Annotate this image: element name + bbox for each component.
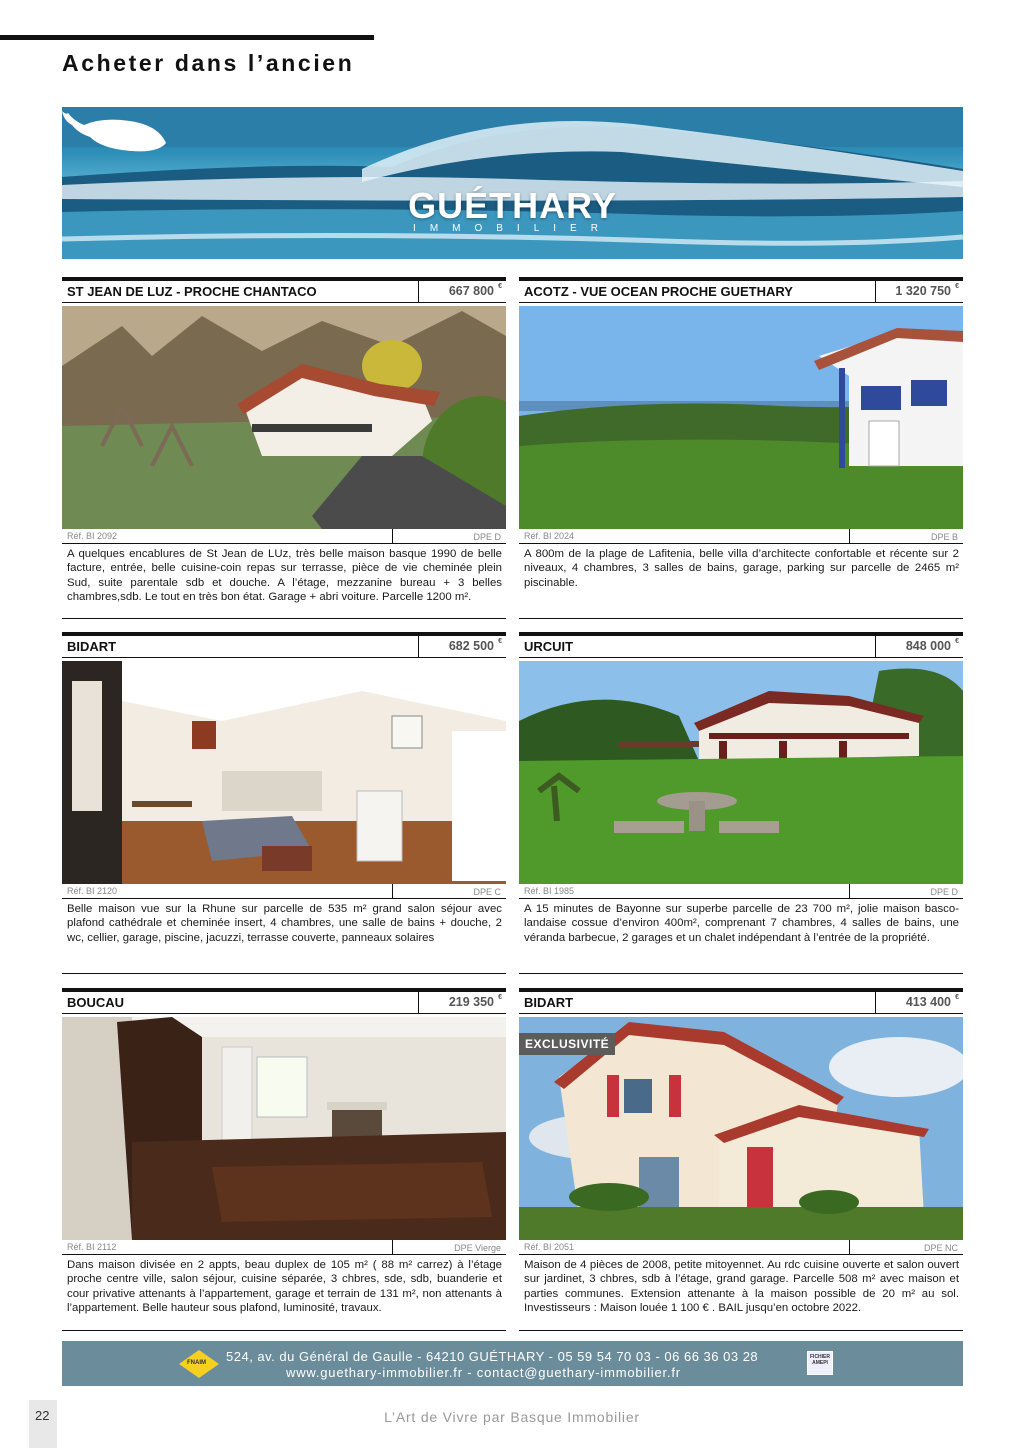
- reference-row: [519, 884, 963, 899]
- dpe-box: [849, 884, 963, 899]
- property-listing: [62, 277, 506, 604]
- amepi-logo: [807, 1351, 833, 1375]
- listing-divider: [519, 618, 963, 619]
- listing-divider: [519, 1330, 963, 1331]
- currency-symbol: €: [498, 994, 502, 1001]
- listing-reference: Réf. BI 1985: [524, 886, 575, 896]
- listing-price: 848 000: [905, 639, 951, 653]
- property-listing: [62, 632, 506, 945]
- listing-divider: [519, 973, 963, 974]
- property-photo[interactable]: [519, 661, 963, 884]
- listing-header: [519, 988, 963, 1014]
- agency-address-phone: 524, av. du Général de Gaulle - 64210 GUÉTHARY - 05 59 54 70 03 - 06 66 36 03 28: [226, 1349, 759, 1364]
- listing-reference: Réf. BI 2112: [67, 1242, 117, 1252]
- reference-row: [62, 1240, 506, 1255]
- listing-location: ST JEAN DE LUZ - PROCHE CHANTACO: [67, 284, 317, 299]
- price-box: [875, 636, 963, 657]
- reference-row: [519, 1240, 963, 1255]
- property-photo[interactable]: [62, 1017, 506, 1240]
- listing-location: ACOTZ - VUE OCEAN PROCHE GUETHARY: [524, 284, 793, 299]
- listing-header: [519, 277, 963, 303]
- listing-description: A 15 minutes de Bayonne sur superbe parcelle de 23 700 m², jolie maison basco-landaise cossue d’environ 400m², comprenant 7 chambres, 4 salles de bains, une véranda barbecue, 2 garages et un chalet indépendant à l’entrée de la propriété.: [524, 903, 959, 944]
- listing-location: URCUIT: [524, 639, 574, 654]
- dpe-box: [392, 529, 506, 544]
- listing-reference: Réf. BI 2051: [524, 1242, 575, 1252]
- listing-divider: [62, 973, 506, 974]
- energy-rating: DPE B: [930, 532, 958, 542]
- listing-price: 667 800: [448, 284, 494, 298]
- dpe-box: [849, 529, 963, 544]
- listing-reference: Réf. BI 2024: [524, 531, 575, 541]
- wave-illustration: [62, 107, 963, 259]
- property-listing: [519, 988, 963, 1315]
- page-tagline: L’Art de Vivre par Basque Immobilier: [384, 1409, 640, 1425]
- currency-symbol: €: [498, 283, 502, 290]
- property-photo[interactable]: [519, 306, 963, 529]
- dpe-box: [392, 884, 506, 899]
- section-title: Acheter dans l’ancien: [62, 50, 355, 76]
- energy-rating: DPE NC: [923, 1243, 958, 1253]
- fnaim-logo-label: FNAIM: [187, 1360, 206, 1366]
- agency-web-email[interactable]: www.guethary-immobilier.fr - contact@guethary-immobilier.fr: [286, 1365, 681, 1380]
- listing-description: Maison de 4 pièces de 2008, petite mitoyennet. Au rdc cuisine ouverte et salon ouvert sur jardinet, 3 chbres, sdb à l’étage, grand garage. Parcelle 508 m² avec maison et parties communes. Extension attenante à la maison possible de 20 m² au sol. Investisseurs : Maison louée 1 100 € . BAIL jusqu’en octobre 2022.: [524, 1259, 959, 1314]
- listing-location: BIDART: [524, 995, 574, 1010]
- price-box: [875, 281, 963, 302]
- listing-header: [519, 632, 963, 658]
- property-photo[interactable]: [62, 306, 506, 529]
- property-listing: [519, 632, 963, 945]
- currency-symbol: €: [955, 994, 959, 1001]
- exclusivity-badge: EXCLUSIVITÉ: [519, 1033, 615, 1055]
- listing-description: Dans maison divisée en 2 appts, beau duplex de 105 m² ( 88 m² carrez) à l’étage proche centre ville, salon séjour, cuisine séparée, 3 chbres, sde, sdb, buanderie et cour privative attenants à l’appartement, garage et terrain de 131 m², non attenants à l’appartement. Belle hauteur sous plafond, luminosité, travaux.: [67, 1259, 502, 1314]
- currency-symbol: €: [498, 638, 502, 645]
- energy-rating: DPE D: [473, 532, 501, 542]
- listing-description: A 800m de la plage de Lafitenia, belle villa d’architecte confortable et récente sur 2 niveaux, 4 chambres, 3 salles de bains, garage, parking sur parcelle de 2465 m² piscinable.: [524, 548, 959, 589]
- fnaim-logo: [178, 1349, 220, 1379]
- listing-price: 413 400: [905, 995, 951, 1009]
- listing-description: Belle maison vue sur la Rhune sur parcelle de 535 m² grand salon séjour avec plafond cathédrale et cheminée insert, 4 chambres, une salle de bains + douche, 2 wc, cellier, garage, piscine, jacuzzi, terrasse couverte, panneaux solaires: [67, 903, 502, 944]
- agency-logo-subtitle: IMMOBILIER: [413, 223, 612, 234]
- whale-icon: [62, 107, 172, 155]
- amepi-logo-label: FICHIER AMEPI: [810, 1354, 830, 1366]
- listing-price: 1 320 750: [895, 284, 951, 298]
- property-listing: [519, 277, 963, 590]
- listing-header: [62, 632, 506, 658]
- agency-logo-name: GUÉTHARY: [408, 185, 617, 226]
- listing-reference: Réf. BI 2092: [67, 531, 118, 541]
- price-box: [875, 992, 963, 1013]
- property-listing: [62, 988, 506, 1315]
- currency-symbol: €: [955, 638, 959, 645]
- energy-rating: DPE C: [473, 887, 501, 897]
- top-rule: [0, 35, 374, 40]
- dpe-box: [392, 1240, 506, 1255]
- currency-symbol: €: [955, 283, 959, 290]
- agency-contact-footer: [62, 1341, 963, 1386]
- listing-header: [62, 988, 506, 1014]
- listing-divider: [62, 1330, 506, 1331]
- energy-rating: DPE D: [930, 887, 958, 897]
- listing-location: BIDART: [67, 639, 117, 654]
- listing-price: 219 350: [448, 995, 494, 1009]
- property-photo[interactable]: [62, 661, 506, 884]
- reference-row: [62, 884, 506, 899]
- price-box: [418, 992, 506, 1013]
- agency-banner: [62, 107, 963, 259]
- page-number: 22: [35, 1408, 50, 1423]
- reference-row: [62, 529, 506, 544]
- listing-header: [62, 277, 506, 303]
- price-box: [418, 636, 506, 657]
- price-box: [418, 281, 506, 302]
- reference-row: [519, 529, 963, 544]
- listing-price: 682 500: [448, 639, 494, 653]
- listing-divider: [62, 618, 506, 619]
- dpe-box: [849, 1240, 963, 1255]
- energy-rating: DPE Vierge: [454, 1243, 501, 1253]
- listing-description: A quelques encablures de St Jean de LUz, très belle maison basque 1990 de belle facture, entrée, belle cuisine-coin repas sur terrasse, pièce de vie cheminée plein Sud, suite parentale sdb et douche. A l’étage, mezzanine bureau + 3 belles chambres,sdb. Le tout en très bon état. Garage + abri voiture. Parcelle 1200 m².: [67, 548, 502, 603]
- property-photo[interactable]: [519, 1017, 963, 1240]
- listing-reference: Réf. BI 2120: [67, 886, 118, 896]
- listing-location: BOUCAU: [67, 995, 125, 1010]
